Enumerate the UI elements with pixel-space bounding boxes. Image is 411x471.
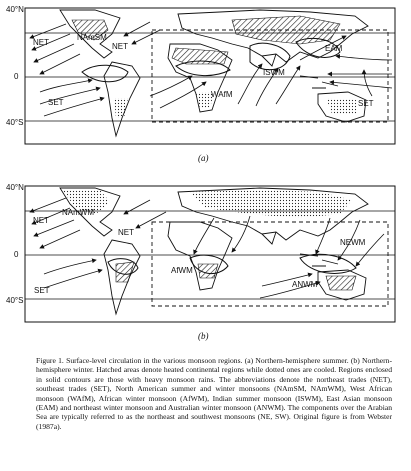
label-anwm-b: ANWM	[292, 280, 318, 289]
lat-label-40n-b: 40°N	[6, 183, 24, 192]
label-namwm-b: NAmWM	[62, 208, 94, 217]
lat-label-eq-a: 0	[14, 72, 19, 81]
panel-b-map	[0, 178, 411, 346]
label-net-a1: NET	[33, 38, 49, 47]
lat-label-40n-a: 40°N	[6, 5, 24, 14]
label-net-b2: NET	[118, 228, 134, 237]
panel-b-label: (b)	[198, 331, 209, 341]
label-set-a2: SET	[358, 99, 374, 108]
lat-label-40s-b: 40°S	[6, 296, 24, 305]
label-afwm-b: AfWM	[171, 266, 193, 275]
figure-caption: Figure 1. Surface-level circulation in the various monsoon regions. (a) Northern-hemisphere summer. (b) Northern-hemisphere winter. Hatched areas denote heated continental regions while dotted ones are cooled. Regions enclosed in solid contours are those with heavy monsoon rains. The abbreviations denote the northeast trades (NET), southeast trades (SET), North American summer and winter monsoons (NAmSM, NAmWM), West African monsoon (WAfM), African winter monsoon (AfWM), Indian summer monsoon (ISWM), East Asian monsoon (EAM) and northeast winter monsoon and Australian winter monsoon (ANWM). The components over the Arabian Sea are typically referred to as the northeast and southwest monsoons (NE, SW). Original figure is from Webster (1987a).	[36, 356, 392, 431]
label-net-a2: NET	[112, 42, 128, 51]
label-namsm-a: NAmSM	[77, 33, 107, 42]
panel-b-svg	[0, 178, 411, 346]
panel-a-map	[0, 0, 411, 168]
label-eam-a: EAM	[325, 44, 343, 53]
label-wafm-a: WAfM	[211, 90, 233, 99]
panel-a-svg	[0, 0, 411, 168]
label-iswm-a: ISWM	[263, 68, 285, 77]
panel-a-label: (a)	[198, 153, 209, 163]
label-net-b1: NET	[33, 216, 49, 225]
lat-label-eq-b: 0	[14, 250, 19, 259]
lat-label-40s-a: 40°S	[6, 118, 24, 127]
label-set-a1: SET	[48, 98, 64, 107]
label-newm-b: NEWM	[340, 238, 366, 247]
label-set-b: SET	[34, 286, 50, 295]
